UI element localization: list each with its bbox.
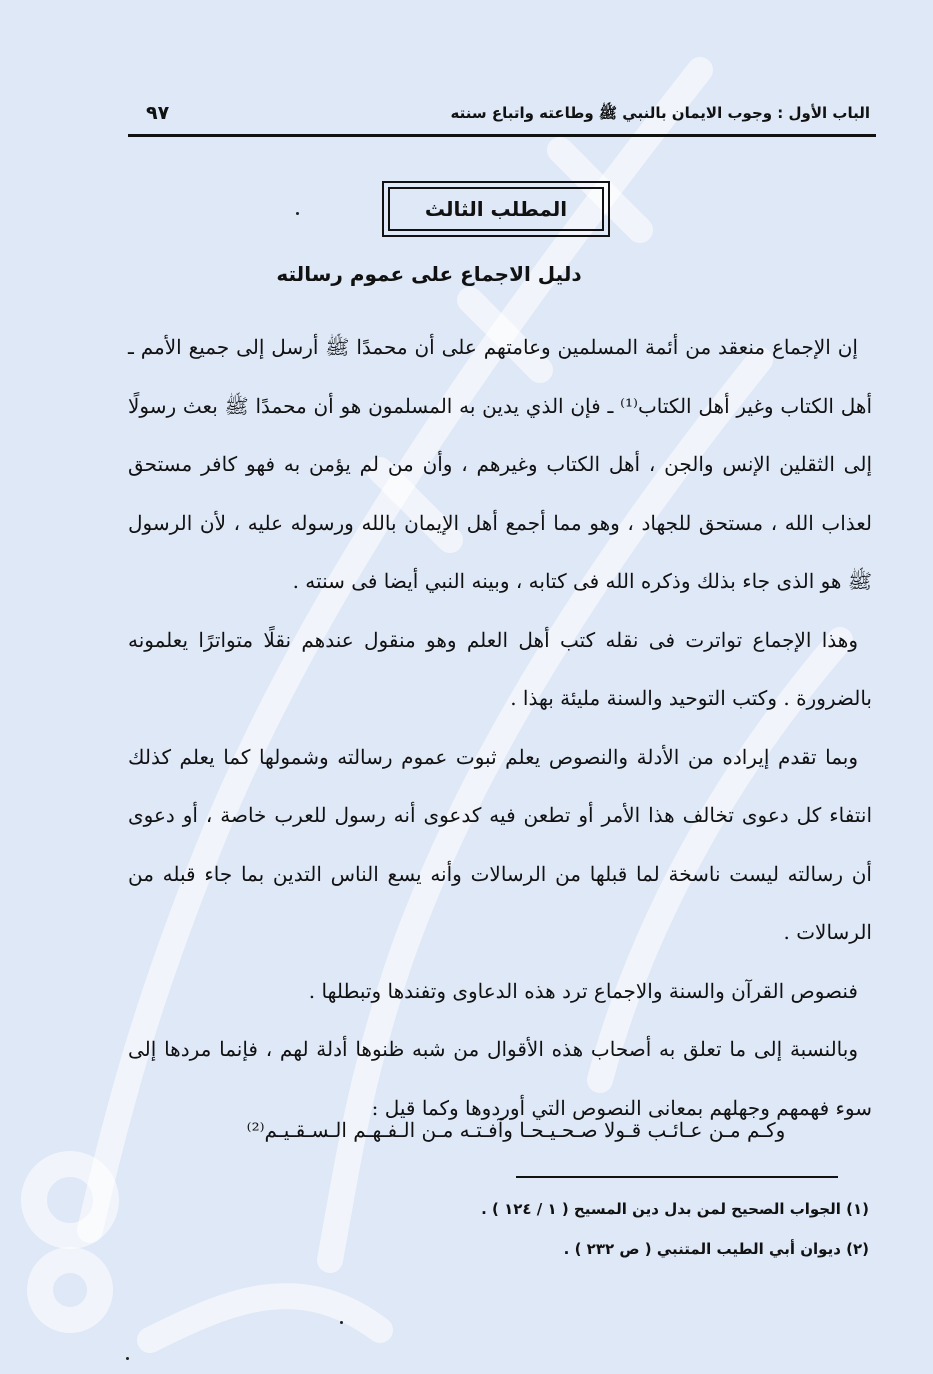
footnote-2: (٢) ديوان أبي الطيب المتنبي ( ص ٢٣٢ ) . (563, 1240, 869, 1258)
paragraph: إن الإجماع منعقد من أئمة المسلمين وعامتهم على أن محمدًا ﷺ أرسل إلى جميع الأمم ـ أهل الكتاب وغير أهل الكتاب⁽¹⁾ ـ فإن الذي يدين به المسلمون هو أن محمدًا ﷺ بعث رسولًا إلى الثقلين الإنس والجن ، أهل الكتاب وغيرهم ، وأن من لم يؤمن به فهو كافر مستحق لعذاب الله ، مستحق للجهاد ، وهو مما أجمع أهل الإيمان بالله ورسوله عليه ، لأن الرسول ﷺ هو الذى جاء بذلك وذكره الله فى كتابه ، وبينه النبي أيضا فى سنته . (128, 335, 873, 593)
paragraph: وهذا الإجماع تواترت فى نقله كتب أهل العلم وهو منقول عندهم نقلًا متواترًا يعلمونه بالضرورة . وكتب التوحيد والسنة مليئة بهذا . (128, 627, 872, 710)
section-label: المطلب الثالث (424, 197, 568, 221)
page-number: ٩٧ (146, 102, 170, 124)
print-speck (340, 1321, 343, 1324)
section-label-frame (388, 187, 604, 231)
print-speck (126, 1357, 129, 1360)
print-speck (296, 212, 299, 215)
footnote-1: (١) الجواب الصحيح لمن بدل دين المسيح ( ١ / ١٢٤ ) . (481, 1200, 869, 1218)
paragraph: وبالنسبة إلى ما تعلق به أصحاب هذه الأقوال من شبه ظنوها أدلة لهم ، فإنما مردها إلى سوء فهمهم وجهلهم بمعانى النصوص التي أوردوها وكما قيل : (128, 1037, 872, 1120)
paragraph: فنصوص القرآن والسنة والاجماع ترد هذه الدعاوى وتفندها وتبطلها . (308, 978, 858, 1003)
section-title: دليل الاجماع على عموم رسالته (276, 262, 582, 286)
section-label-box (382, 181, 610, 237)
poetry-verse: وكـم مـن عـائـب قـولا صـحـيـحـا وآفـتـه مـن الـفـهـم الـسـقـيـم⁽²⁾ (246, 1118, 786, 1142)
running-head-title: الباب الأول : وجوب الايمان بالنبي ﷺ وطاعته واتباع سنته (450, 104, 870, 122)
paragraph: وبما تقدم إيراده من الأدلة والنصوص يعلم ثبوت عموم رسالته وشمولها كما يعلم كذلك انتفاء كل دعوى تخالف هذا الأمر أو تطعن فيه كدعوى أنه رسول للعرب خاصة ، أو دعوى أن رسالته ليست ناسخة لما قبلها من الرسالات وأنه يسع الناس التدين بما جاء قبله من الرسالات . (128, 744, 872, 944)
footnote-divider (516, 1176, 838, 1178)
body-text (128, 318, 872, 1137)
running-head (128, 100, 876, 137)
